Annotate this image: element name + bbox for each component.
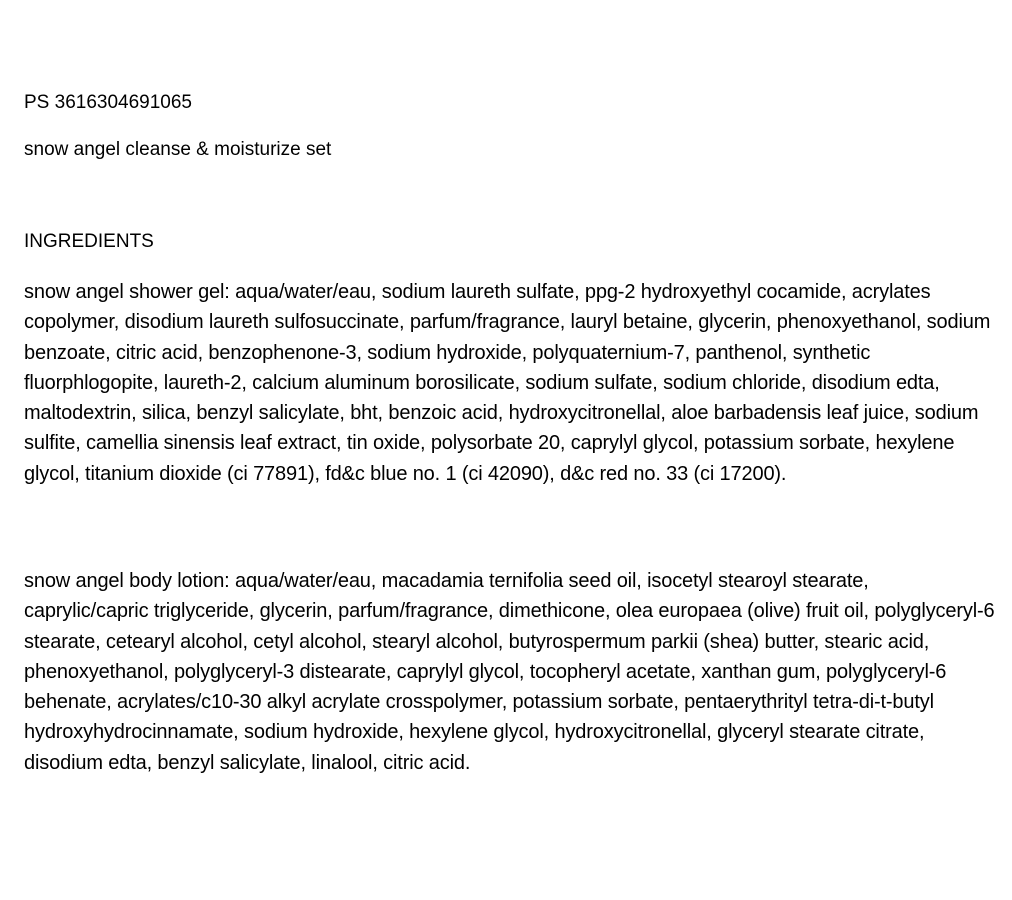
product-name: snow angel cleanse & moisturize set bbox=[24, 139, 332, 160]
body-lotion-ingredients: snow angel body lotion: aqua/water/eau, macadamia ternifolia seed oil, isocetyl stearoyl stearate, caprylic/capric triglyceride, glycerin, parfum/fragrance, dimethicone, olea europaea (olive) fruit oil, polyglyceryl-6 stearate, cetearyl alcohol, cetyl alcohol, stearyl alcohol, butyrospermum parkii (shea) butter, stearic acid, phenoxyethanol, polyglyceryl-3 distearate, caprylyl glycol, tocopheryl acetate, xanthan gum, polyglyceryl-6 behenate, acrylates/c10-30 alkyl acrylate crosspolymer, potassium sorbate, pentaerythrityl tetra-di-t-butyl hydroxyhydrocinnamate, sodium hydroxide, hexylene glycol, hydroxycitronellal, glyceryl stearate citrate, disodium edta, benzyl salicylate, linalool, citric acid. bbox=[24, 570, 995, 774]
ingredients-heading: INGREDIENTS bbox=[24, 231, 154, 252]
shower-gel-ingredients: snow angel shower gel: aqua/water/eau, sodium laureth sulfate, ppg-2 hydroxyethyl cocamide, acrylates copolymer, disodium laureth sulfosuccinate, parfum/fragrance, lauryl betaine, glycerin, phenoxyethanol, sodium benzoate, citric acid, benzophenone-3, sodium hydroxide, polyquaternium-7, panthenol, synthetic fluorphlogopite, laureth-2, calcium aluminum borosilicate, sodium sulfate, sodium chloride, disodium edta, maltodextrin, silica, benzyl salicylate, bht, benzoic acid, hydroxycitronellal, aloe barbadensis leaf juice, sodium sulfite, camellia sinensis leaf extract, tin oxide, polysorbate 20, caprylyl glycol, potassium sorbate, hexylene glycol, titanium dioxide (ci 77891), fd&c blue no. 1 (ci 42090), d&c red no. 33 (ci 17200). bbox=[24, 281, 991, 485]
product-code: PS 3616304691065 bbox=[24, 92, 192, 113]
